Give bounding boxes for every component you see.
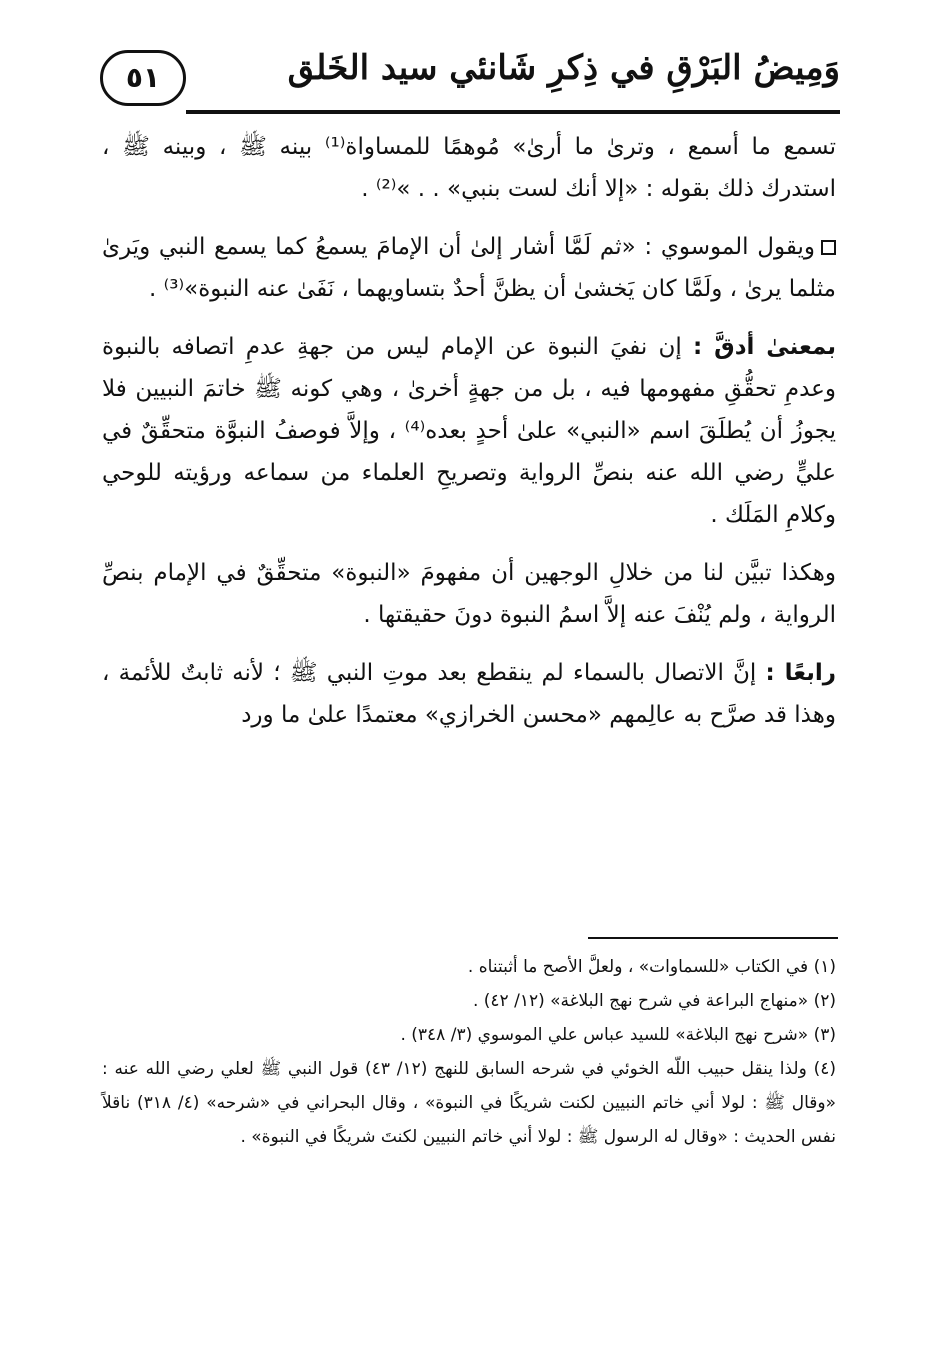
running-title: وَمِيضُ البَرْقِ في ذِكرِ شَانئي سيد الخَلق: [287, 48, 840, 88]
footnote-separator: [588, 937, 838, 939]
paragraph-4: وهكذا تبيَّن لنا من خلالِ الوجهين أن مفهومَ «النبوة» متحقِّقٌ في الإمام بنصِّ الرواية ، ولم يُنْفَ عنه إلاَّ اسمُ النبوة دونَ حقيقتها .: [102, 560, 836, 628]
footnote-2: (٢) «منهاج البراعة في شرح نهج البلاغة» (١٢/ ٤٢) .: [472, 991, 836, 1011]
paragraph-1: تسمع ما أسمع ، وترىٰ ما أرىٰ» مُوهمًا للمساواة⁽¹⁾ بينه ﷺ ، وبينه ﷺ ، استدرك ذلك بقوله : «إلا أنك لست بنبي» . . »⁽²⁾ .: [102, 134, 837, 202]
footnote-1: (١) في الكتاب «للسماوات» ، ولعلَّ الأصح ما أثبتناه .: [467, 957, 836, 977]
paragraph-2: [102, 226, 836, 310]
paragraph-5-text: إنَّ الاتصال بالسماء لم ينقطع بعد موتِ النبي ﷺ ؛ لأنه ثابتٌ للأئمة ، وهذا قد صرَّح به عالِمهم «محسن الخرازي» معتمدًا علىٰ ما ورد: [102, 660, 836, 728]
paragraph-2-text: ويقول الموسوي : «ثم لَمَّا أشار إلىٰ أن الإمامَ يسمعُ كما يسمع النبي ويَرىٰ مثلما يرىٰ ، ولَمَّا كان يَخشىٰ أن يظنَّ أحدٌ بتساويهما ، نَفَىٰ عنه النبوة»⁽³⁾ .: [102, 234, 836, 302]
main-text: [102, 126, 836, 752]
paragraph-5: [102, 652, 836, 736]
footnote-4: (٤) ولذا ينقل حبيب اللّه الخوئي في شرحه السابق للنهج (١٢/ ٤٣) قول النبي ﷺ لعلي رضي الله عنه : «وقال ﷺ : لولا أني خاتم النبيين لكنت شريكًا في النبوة» ، وقال البحراني في «شرحه» (٤/ ٣١٨) ناقلاً نفس الحديث : «وقال له الرسول ﷺ : لولا أني خاتم النبيين لكنتَ شريكًا في النبوة» .: [102, 1059, 837, 1147]
paragraph-3: [102, 326, 836, 536]
page-number: ٥١: [100, 50, 186, 106]
footnote-3: (٣) «شرح نهج البلاغة» للسيد عباس علي الموسوي (٣/ ٣٤٨) .: [400, 1025, 836, 1045]
page-header: [100, 40, 840, 118]
square-bullet-icon: [821, 240, 836, 255]
paragraph-5-lead: رابعًا :: [765, 660, 837, 686]
paragraph-3-lead: بمعنىٰ أدقَّ :: [693, 334, 837, 360]
header-rule: [186, 110, 840, 114]
paragraph-3-text: إن نفيَ النبوة عن الإمام ليس من جهةِ عدمِ اتصافه بالنبوة وعدمِ تحقُّقِ مفهومها فيه ، بل من جهةٍ أخرىٰ ، وهي كونه ﷺ خاتمَ النبيين فلا يجوزُ أن يُطلَقَ اسم «النبي» علىٰ أحدٍ بعده⁽⁴⁾ ، وإلاَّ فوصفُ النبوَّة متحقِّقٌ في عليٍّ رضي الله عنه بنصِّ الرواية وتصريحِ العلماء من سماعه ورؤيته للوحي وكلامِ المَلَك .: [102, 334, 836, 528]
footnotes: [102, 950, 836, 1154]
